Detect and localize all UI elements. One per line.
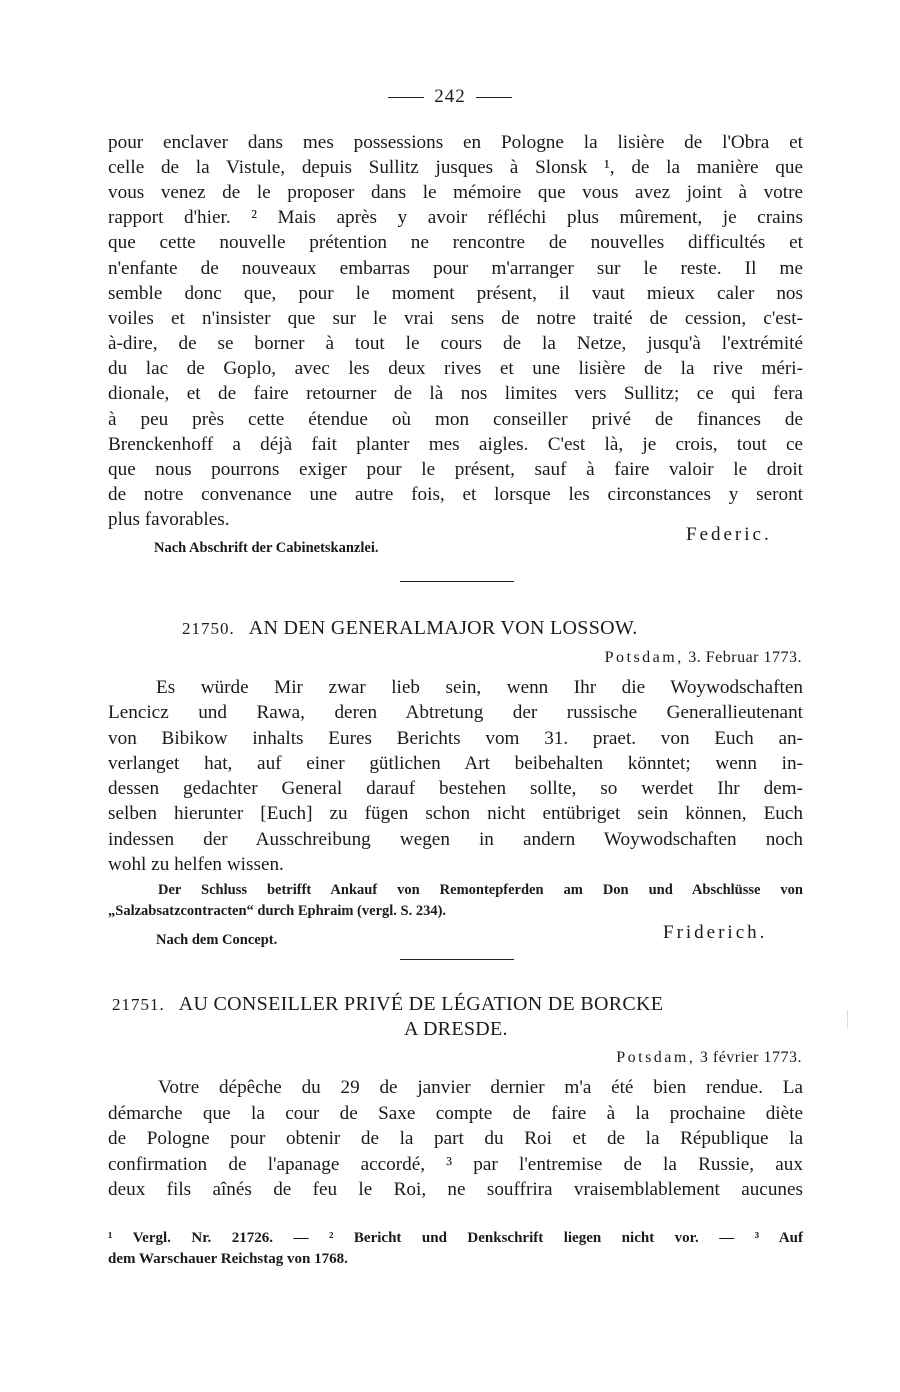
footnote-line: ¹ Vergl. Nr. 21726. — ² Bericht und Denkschrift liegen nicht vor. — ³ Auf bbox=[108, 1230, 803, 1246]
source-note: Nach Abschrift der Cabinetskanzlei. bbox=[154, 540, 379, 556]
text-line: Brenckenhoff a déjà fait planter mes aigles. C'est là, je crois, tout ce bbox=[108, 434, 803, 455]
text-line: verlanget hat, auf einer gütlichen Art beibehalten könntet; wenn in- bbox=[108, 753, 803, 774]
footnotes bbox=[108, 1228, 803, 1270]
place: Potsdam, bbox=[616, 1049, 696, 1066]
text-line: Votre dépêche du 29 de janvier dernier m'a été bien rendue. La bbox=[158, 1077, 803, 1098]
header-dash-right bbox=[476, 97, 512, 98]
text-line: celle de la Vistule, depuis Sullitz jusques à Slonsk ¹, de la manière que bbox=[108, 157, 803, 178]
text-line: de Pologne pour obtenir de la part du Roi et de la République la bbox=[108, 1128, 803, 1149]
text-line: à peu près cette étendue où mon conseiller privé de finances de bbox=[108, 409, 803, 430]
text-line: que cette nouvelle prétention ne rencontre de nouvelles difficultés et bbox=[108, 232, 803, 253]
text-line: rapport d'hier. ² Mais après y avoir réfléchi plus mûrement, je crains bbox=[108, 207, 803, 228]
header-dash-left bbox=[388, 97, 424, 98]
section-divider bbox=[400, 959, 514, 960]
text-line: vous venez de le proposer dans le mémoire que vous avez joint à votre bbox=[108, 182, 803, 203]
text-line: selben hierunter [Euch] zu fügen schon nicht entübriget sein können, Euch bbox=[108, 803, 803, 824]
dateline bbox=[605, 649, 802, 667]
place: Potsdam, bbox=[604, 649, 684, 666]
text-line: dionale, et de faire retourner de là nos limites vers Sullitz; ce qui fera bbox=[108, 383, 803, 404]
letter-heading bbox=[112, 992, 663, 1017]
letter-title-line2: A DRESDE. bbox=[404, 1018, 508, 1040]
text-line: voiles et n'insister que sur le vrai sens de notre traité de cession, c'est- bbox=[108, 308, 803, 329]
text-line: du lac de Goplo, avec les deux rives et une lisière de la rive méri- bbox=[108, 358, 803, 379]
text-line: confirmation de l'apanage accordé, ³ par l'entremise de la Russie, aux bbox=[108, 1154, 803, 1175]
footnote-line: dem Warschauer Reichstag von 1768. bbox=[108, 1251, 348, 1267]
editorial-note: „Salzabsatzcontracten“ durch Ephraim (vergl. S. 234). bbox=[108, 903, 447, 919]
text-line: à-dire, de se borner à tout le cours de la Netze, jusqu'à l'extrémité bbox=[108, 333, 803, 354]
letter-title: AU CONSEILLER PRIVÉ DE LÉGATION DE BORCKE bbox=[178, 993, 664, 1015]
text-line: n'enfante de nouveaux embarras pour m'arranger sur le reste. Il me bbox=[108, 258, 803, 279]
scan-edge-mark bbox=[847, 1010, 848, 1028]
letter-number: 21750. bbox=[182, 619, 235, 638]
source-note: Nach dem Concept. bbox=[156, 932, 278, 948]
signature: Federic. bbox=[686, 524, 772, 545]
text-line: deux fils aînés de feu le Roi, ne souffrira vraisemblablement aucunes bbox=[108, 1179, 803, 1200]
text-line: Es würde Mir zwar lieb sein, wenn Ihr die Woywodschaften bbox=[156, 677, 803, 698]
text-line: démarche que la cour de Saxe compte de faire à la prochaine diète bbox=[108, 1103, 803, 1124]
letter-title: AN DEN GENERALMAJOR VON LOSSOW. bbox=[248, 617, 638, 639]
text-line: semble donc que, pour le moment présent, il vaut mieux caler nos bbox=[108, 283, 803, 304]
letter-number: 21751. bbox=[112, 995, 165, 1014]
letter-heading bbox=[182, 616, 638, 641]
text-line: indessen der Ausschreibung wegen in andern Woywodschaften noch bbox=[108, 829, 803, 850]
page-header bbox=[0, 86, 900, 108]
editorial-note: Der Schluss betrifft Ankauf von Remontepferden am Don und Abschlüsse von bbox=[158, 882, 803, 898]
dateline bbox=[616, 1049, 802, 1067]
text-line: que nous pourrons exiger pour le présent, sauf à faire valoir le droit bbox=[108, 459, 803, 480]
text-line: dessen gedachter General darauf bestehen sollte, so werdet Ihr dem- bbox=[108, 778, 803, 799]
signature: Friderich. bbox=[663, 922, 768, 943]
date: 3 février 1773. bbox=[699, 1049, 802, 1066]
date: 3. Februar 1773. bbox=[688, 649, 802, 666]
text-line: plus favorables. bbox=[108, 509, 230, 530]
text-line: de notre convenance une autre fois, et lorsque les circonstances y seront bbox=[108, 484, 803, 505]
page-number: 242 bbox=[434, 86, 466, 107]
text-line: Lencicz und Rawa, deren Abtretung der russische Generallieutenant bbox=[108, 702, 803, 723]
section-divider bbox=[400, 581, 514, 582]
text-line: wohl zu helfen wissen. bbox=[108, 854, 284, 875]
text-line: pour enclaver dans mes possessions en Pologne la lisière de l'Obra et bbox=[108, 132, 803, 153]
text-line: von Bibikow inhalts Eures Berichts vom 31. praet. von Euch an- bbox=[108, 728, 803, 749]
